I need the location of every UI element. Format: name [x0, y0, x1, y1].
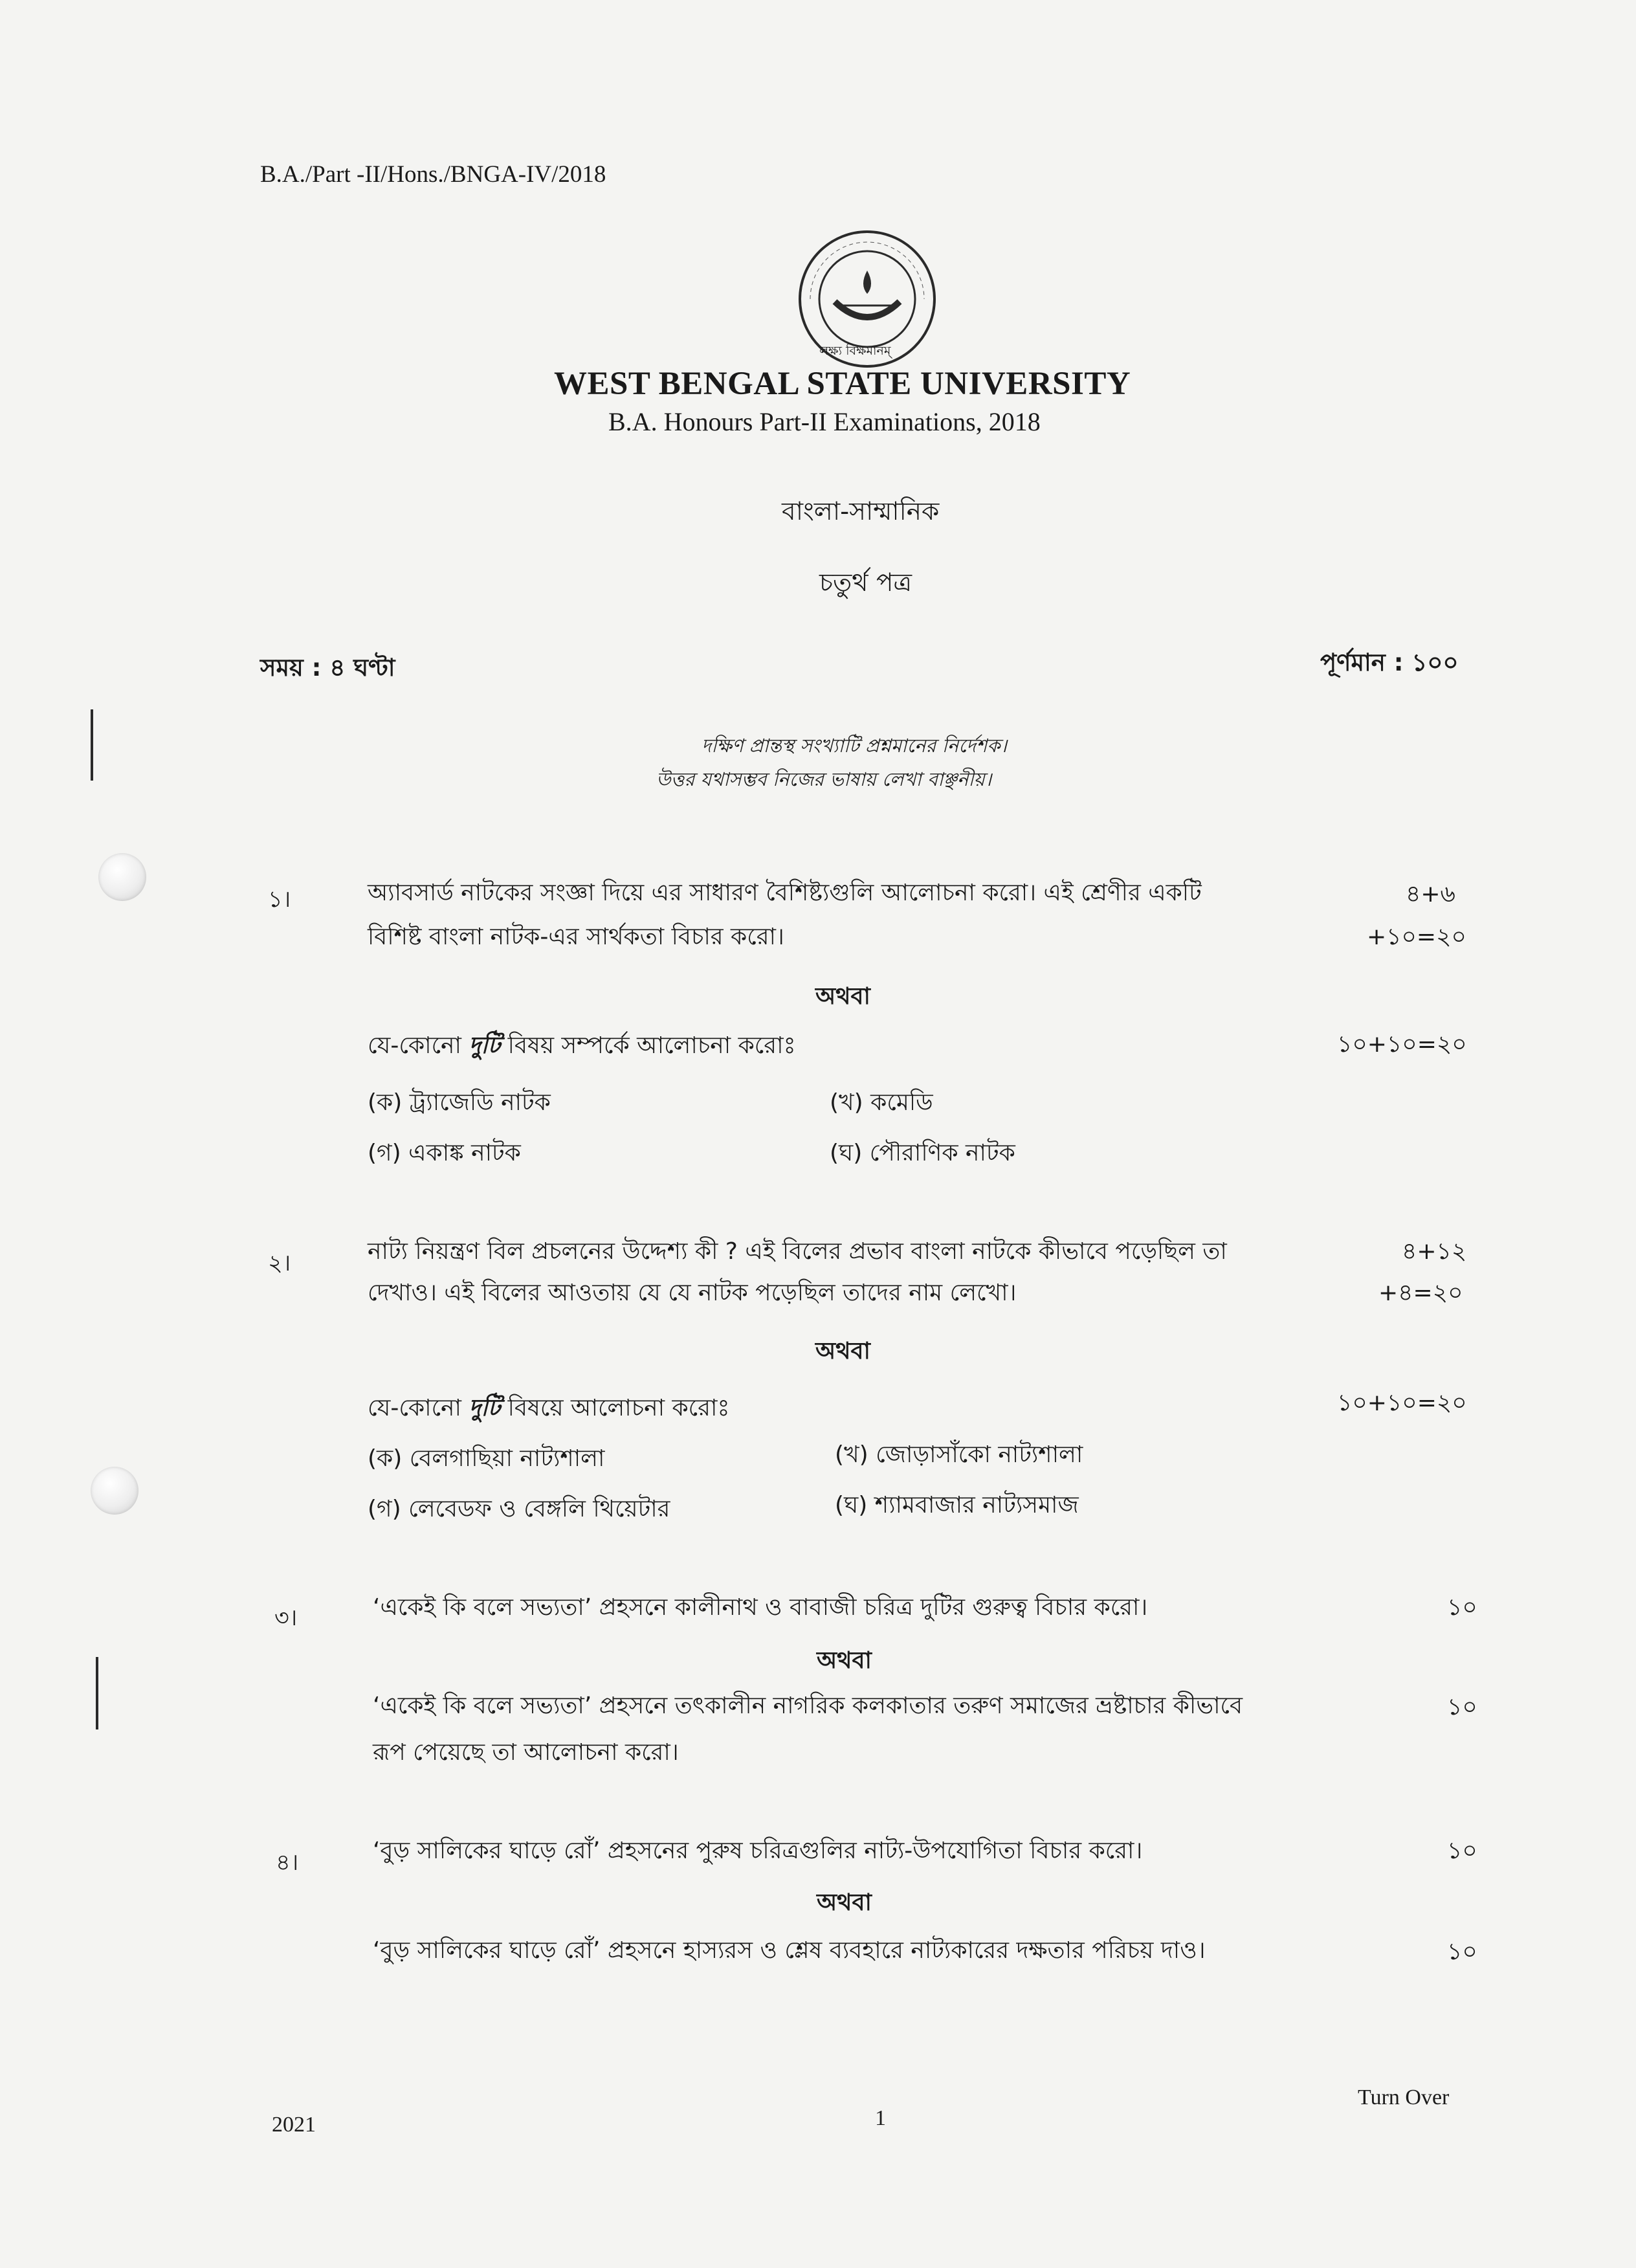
q2-option-kha: (খ) জোড়াসাঁকো নাট্যশালা [835, 1441, 1083, 1468]
q1-marks-line2: +১০=২০ [1367, 924, 1466, 950]
q2-alt-post: বিষয়ে আলোচনা করোঃ [500, 1395, 730, 1421]
punch-hole-top [98, 853, 146, 901]
q1-alt-post: বিষয় সম্পর্কে আলোচনা করোঃ [500, 1032, 796, 1059]
q3-alt-line2: রূপ পেয়েছে তা আলোচনা করো। [373, 1739, 679, 1766]
instruction-language: উত্তর যথাসম্ভব নিজের ভাষায় লেখা বাঞ্ছনীয়। [656, 768, 992, 790]
q3-text: ‘একেই কি বলে সভ্যতা’ প্রহসনে কালীনাথ ও বাবাজী চরিত্র দুটির গুরুত্ব বিচার করো। [373, 1594, 1148, 1621]
paper-code: B.A./Part -II/Hons./BNGA-IV/2018 [260, 161, 606, 188]
margin-mark-top [91, 709, 93, 781]
full-marks: পূর্ণমান : ১০০ [1320, 649, 1459, 676]
subject-title: বাংলা-সাম্মানিক [782, 497, 940, 526]
q4-text: ‘বুড় সালিকের ঘাড়ে রোঁ’ প্রহসনের পুরুষ চরিত্রগুলির নাট্য-উপযোগিতা বিচার করো। [373, 1838, 1143, 1864]
q2-alt-text [368, 1390, 730, 1429]
q4-alt-text: ‘বুড় সালিকের ঘাড়ে রোঁ’ প্রহসনে হাস্যরস ও শ্লেষ ব্যবহারে নাট্যকারের দক্ষতার পরিচয় দাও। [373, 1937, 1206, 1964]
q1-alt-pre: যে-কোনো [368, 1032, 469, 1059]
exam-time: সময় : ৪ ঘণ্টা [260, 654, 395, 682]
q2-option-ga: (গ) লেবেডফ ও বেঙ্গলি থিয়েটার [368, 1496, 670, 1522]
q4-number: ৪। [276, 1850, 299, 1876]
q1-number: ১। [268, 887, 291, 913]
q3-or-label: অথবা [817, 1647, 872, 1674]
q2-alt-marks: ১০+১০=২০ [1337, 1390, 1467, 1416]
q1-option-ka: (ক) ট্র্যাজেডি নাটক [368, 1089, 551, 1116]
q2-option-gha: (ঘ) শ্যামবাজার নাট্যসমাজ [835, 1492, 1079, 1518]
university-name: WEST BENGAL STATE UNIVERSITY [554, 366, 1131, 402]
q2-alt-pre: যে-কোনো [368, 1395, 469, 1421]
page-number: 1 [875, 2106, 886, 2130]
instruction-marks: দক্ষিণ প্রান্তস্থ সংখ্যাটি প্রশ্নমানের নির্দেশক। [702, 735, 1007, 757]
q2-text-line2: দেখাও। এই বিলের আওতায় যে যে নাটক পড়েছিল তাদের নাম লেখো। [368, 1280, 1017, 1306]
q3-number: ৩। [274, 1605, 298, 1631]
q2-marks-line2: +৪=২০ [1378, 1280, 1463, 1306]
q4-alt-marks: ১০ [1447, 1939, 1477, 1965]
q1-option-ga: (গ) একাঙ্ক নাটক [368, 1140, 521, 1166]
q2-option-ka: (ক) বেলগাছিয়া নাট্যশালা [368, 1445, 605, 1472]
q4-marks: ১০ [1447, 1838, 1477, 1864]
q1-text-line2: বিশিষ্ট বাংলা নাটক-এর সার্থকতা বিচার করো। [368, 924, 784, 950]
footer-code: 2021 [272, 2113, 316, 2137]
q4-or-label: অথবা [817, 1889, 872, 1916]
q1-or-label: অথবা [815, 983, 870, 1010]
margin-mark-bottom [96, 1657, 98, 1729]
q3-marks: ১০ [1447, 1594, 1477, 1621]
paper-title: চতুর্থ পত্র [819, 568, 912, 597]
q2-alt-bold: দুটি [469, 1395, 501, 1421]
q1-alt-bold: দুটি [469, 1032, 501, 1059]
q3-alt-marks: ১০ [1447, 1694, 1477, 1720]
q3-alt-line1: ‘একেই কি বলে সভ্যতা’ প্রহসনে তৎকালীন নাগরিক কলকাতার তরুণ সমাজের ভ্রষ্টাচার কীভাবে [373, 1693, 1243, 1719]
q2-or-label: অথবা [815, 1338, 870, 1364]
q1-text-line1: অ্যাবসার্ড নাটকের সংজ্ঞা দিয়ে এর সাধারণ বৈশিষ্ট্যগুলি আলোচনা করো। এই শ্রেণীর একটি [368, 880, 1202, 906]
q1-alt-text [368, 1028, 796, 1067]
punch-hole-bottom [91, 1467, 138, 1515]
university-motto: লক্ষ্য বিক্ষমানম্ [819, 344, 891, 358]
q1-alt-marks: ১০+১০=২০ [1337, 1031, 1467, 1058]
q2-marks-line1: ৪+১২ [1402, 1238, 1467, 1265]
turn-over: Turn Over [1358, 2085, 1450, 2109]
q1-marks-line1: ৪+৬ [1406, 881, 1455, 907]
q1-option-kha: (খ) কমেডি [830, 1089, 933, 1116]
q2-number: ২। [268, 1251, 291, 1276]
exam-title: B.A. Honours Part-II Examinations, 2018 [608, 407, 1041, 436]
q2-text-line1: নাট্য নিয়ন্ত্রণ বিল প্রচলনের উদ্দেশ্য কী ? এই বিলের প্রভাব বাংলা নাটকে কীভাবে পড়েছিল তা [368, 1238, 1227, 1265]
q1-option-gha: (ঘ) পৌরাণিক নাটক [830, 1140, 1015, 1166]
